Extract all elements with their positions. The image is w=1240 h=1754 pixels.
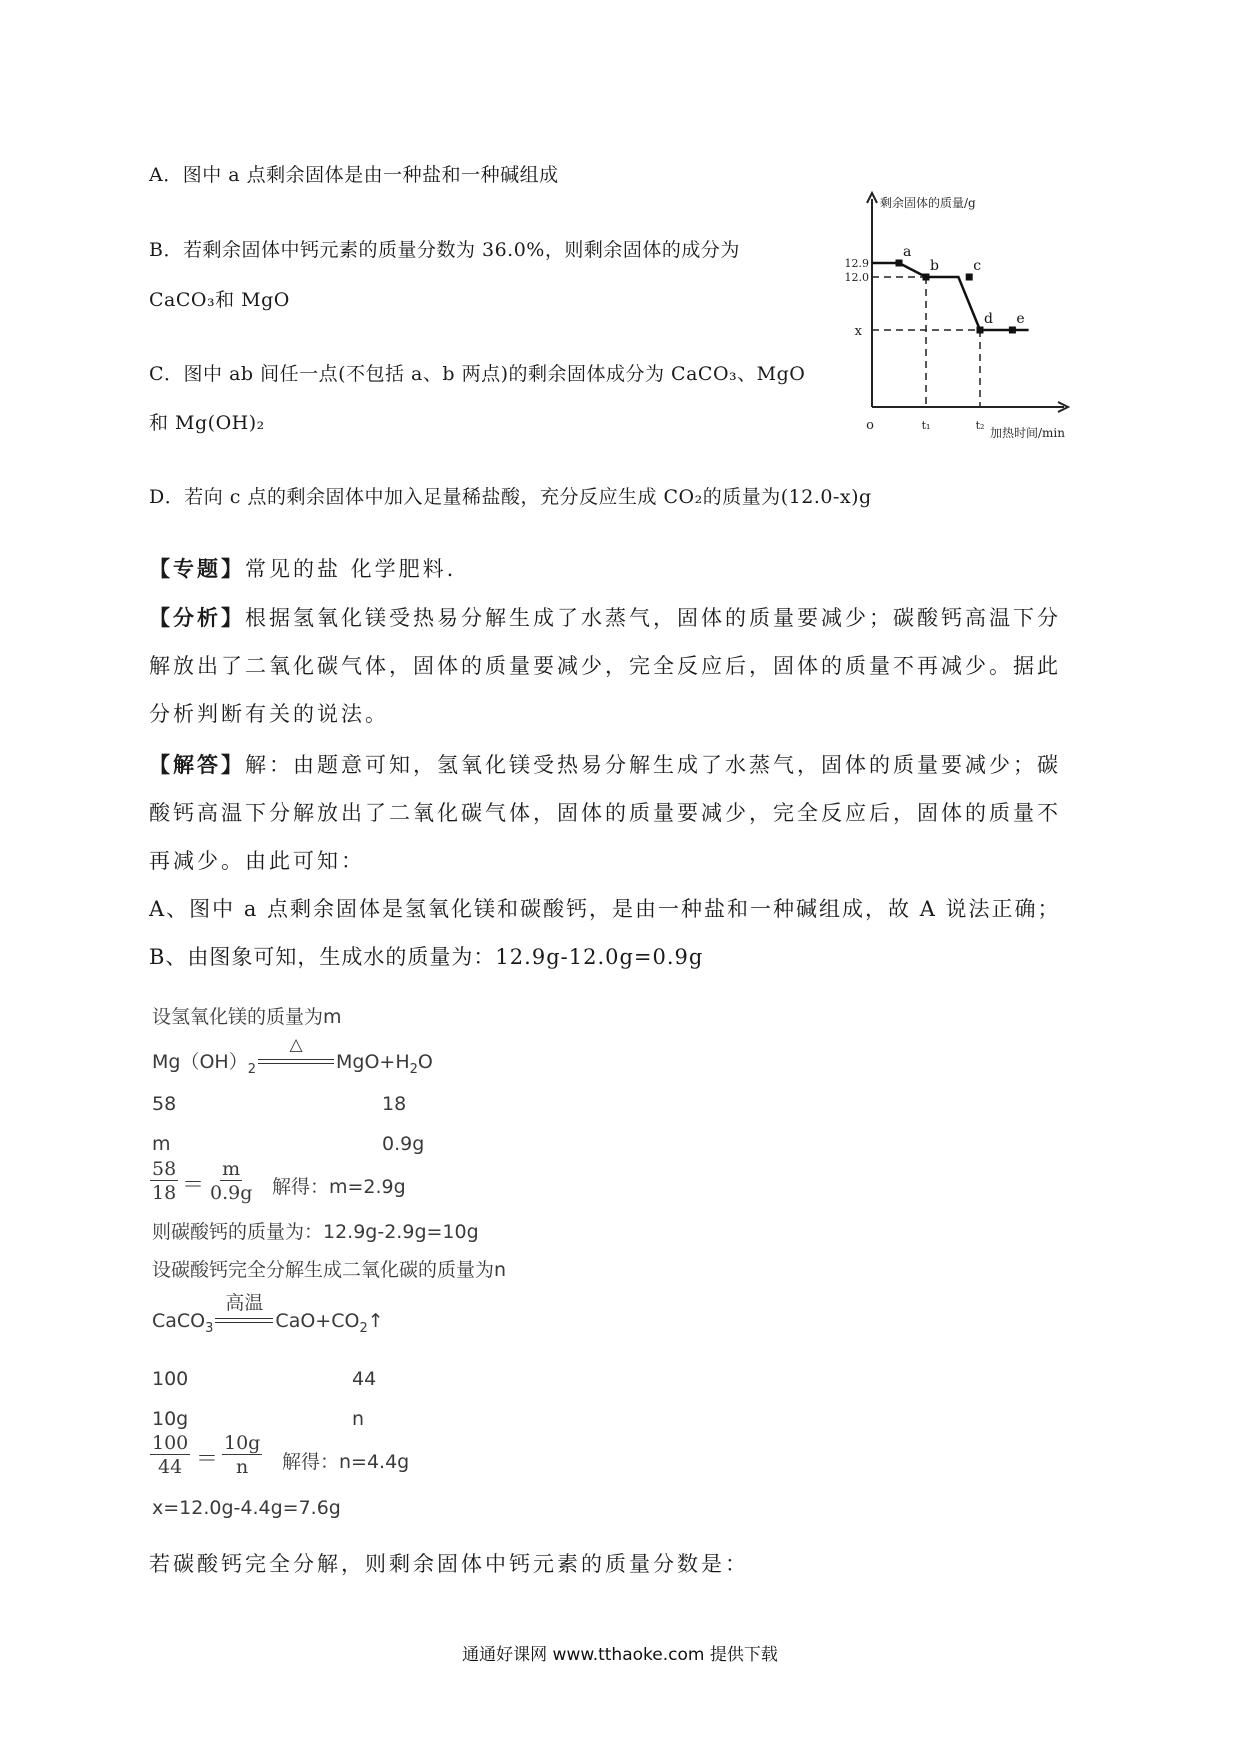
option-c-line1: C．图中 ab 间任一点(不包括 a、b 两点)的剩余固体成分为 CaCO₃、MgO [149, 363, 806, 385]
equation-2: CaCO$_3$ 高温 $CaO+CO_2↑$ [152, 1310, 384, 1336]
topic-section [149, 545, 1099, 593]
topic-tag: 【专题】 [149, 556, 245, 581]
point-a [896, 260, 903, 267]
answer-line3: 再减少。由此可知： [149, 849, 365, 873]
point-label-e: e [1016, 311, 1025, 327]
origin-label: o [866, 418, 874, 433]
caco3-mass: 则碳酸钙的质量为：12.9g-2.9g=10g [152, 1221, 479, 1243]
answer-line2: 酸钙高温下分解放出了二氧化碳气体，固体的质量要减少，完全反应后，固体的质量不 [149, 801, 1061, 825]
eq2-condition: 高温 [225, 1291, 264, 1314]
point-label-d: d [984, 311, 993, 327]
point-c [966, 274, 973, 281]
answer-section [149, 741, 1109, 981]
x-tick-t2: t₂ [975, 419, 985, 432]
footer: 通通好课网 www.tthaoke.com 提供下载 [462, 1645, 778, 1665]
point-label-b: b [930, 258, 939, 274]
analysis-line2: 解放出了二氧化碳气体，固体的质量要减少，完全反应后，固体的质量不再减少。据此 [149, 654, 1061, 678]
eq2-arrow [213, 1291, 275, 1332]
x-axis-label: 加热时间/min [990, 426, 1065, 440]
answer-line4: A、图中 a 点剩余固体是氢氧化镁和碳酸钙，是由一种盐和一种碱组成，故 A 说法正确； [149, 897, 1061, 921]
fraction-2-right: $\frac{10g}{n}$ [224, 1432, 261, 1478]
point-label-c: c [973, 258, 982, 274]
analysis-tag: 【分析】 [149, 605, 245, 630]
y-tick-12-0: 12.0 [844, 271, 869, 284]
option-a: A．图中 a 点剩余固体是由一种盐和一种碱组成 [149, 164, 559, 186]
y-tick-12-9: 12.9 [844, 257, 869, 270]
fraction-1-left: $\frac{58}{18}$ [152, 1158, 177, 1204]
answer-line5: B、由图象可知，生成水的质量为：12.9g-12.0g=0.9g [149, 945, 704, 969]
y-axis-label: 剩余固体的质量/g [880, 196, 976, 210]
last-line: 若碳酸钙完全分解，则剩余固体中钙元素的质量分数是： [149, 1552, 749, 1576]
solve-m: 解得：m=2.9g [272, 1176, 406, 1198]
ratio-row-3a: 100 [152, 1368, 189, 1390]
option-d: D．若向 c 点的剩余固体中加入足量稀盐酸，充分反应生成 CO₂的质量为(12.0-x)g [149, 486, 872, 508]
ratio-row-4a: 10g [152, 1408, 189, 1430]
ratio-row-1a: 58 [152, 1093, 177, 1115]
point-label-a: a [903, 244, 912, 260]
analysis-section [149, 594, 1109, 738]
mass-time-chart [840, 185, 1080, 455]
ratio-row-4b: n [352, 1408, 365, 1430]
ratio-row-2b: 0.9g [382, 1133, 425, 1155]
x-tick-t1: t₁ [921, 419, 931, 432]
fraction-2-left: $\frac{100}{44}$ [152, 1432, 189, 1478]
point-e [1009, 327, 1016, 334]
point-b [923, 274, 930, 281]
equation-1: $Mg(OH)_2$ △ $MgO+H_2O$ [152, 1034, 433, 1077]
point-d [977, 327, 984, 334]
option-b-line2: CaCO₃和 MgO [149, 289, 290, 311]
calc-set-n: 设碳酸钙完全分解生成二氧化碳的质量为n [152, 1259, 507, 1281]
answer-line1: 解：由题意可知，氢氧化镁受热易分解生成了水蒸气，固体的质量要减少；碳 [245, 753, 1061, 777]
x-value: x=12.0g-4.4g=7.6g [152, 1497, 341, 1519]
option-b-line1: B．若剩余固体中钙元素的质量分数为 36.0%，则剩余固体的成分为 [149, 239, 740, 261]
eq1-condition: △ [289, 1034, 303, 1055]
fraction-1-right: $\frac{m}{0.9g}$ [210, 1158, 253, 1204]
eq1-arrow [256, 1034, 336, 1073]
analysis-line1: 根据氢氧化镁受热易分解生成了水蒸气，固体的质量要减少；碳酸钙高温下分 [245, 606, 1061, 630]
y-tick-x: x [854, 324, 862, 339]
series-line [872, 263, 1029, 330]
solve-n: 解得：n=4.4g [282, 1451, 410, 1473]
analysis-line3: 分析判断有关的说法。 [149, 702, 389, 726]
calc-set-m: 设氢氧化镁的质量为m [152, 1006, 342, 1028]
ratio-row-2a: m [152, 1133, 171, 1155]
ratio-row-3b: 44 [352, 1368, 377, 1390]
ratio-row-1b: 18 [382, 1093, 407, 1115]
topic-text: 常见的盐 化学肥料. [245, 557, 457, 581]
answer-tag: 【解答】 [149, 752, 245, 777]
option-c-line2: 和 Mg(OH)₂ [149, 412, 265, 434]
